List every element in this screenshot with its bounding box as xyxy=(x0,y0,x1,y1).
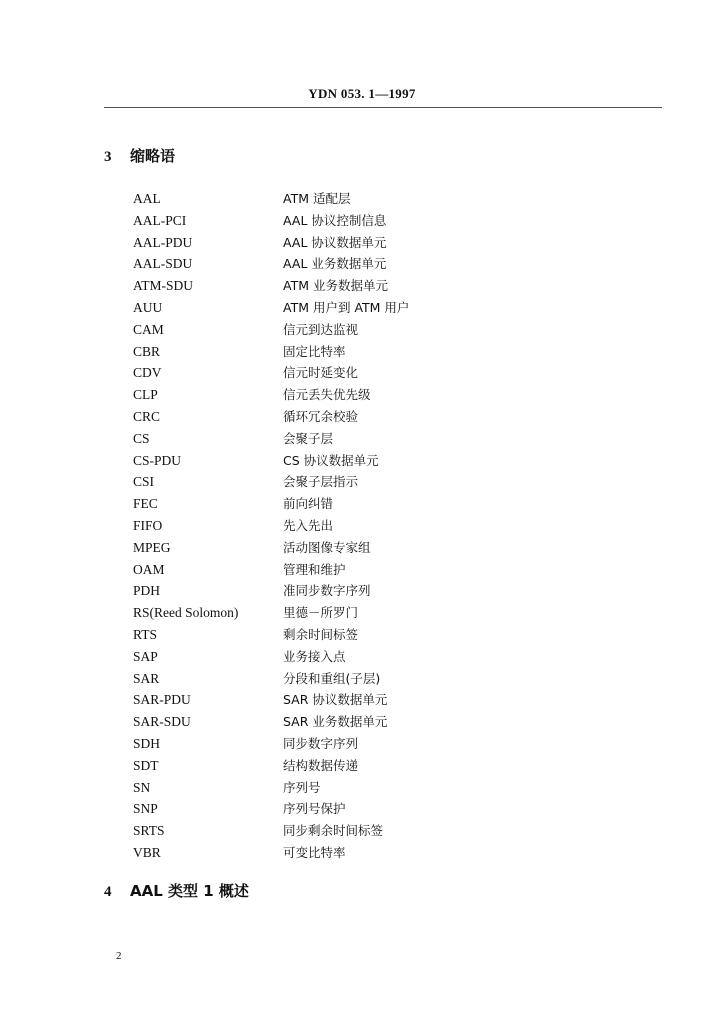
abbreviation-term: MPEG xyxy=(133,539,171,555)
abbreviation-definition: 剩余时间标签 xyxy=(283,626,359,642)
abbreviation-row xyxy=(133,755,409,777)
abbreviation-term: AAL xyxy=(133,191,161,206)
abbreviation-term: SDH xyxy=(133,735,161,751)
abbreviation-term: FIFO xyxy=(133,517,163,533)
abbreviation-term: CBR xyxy=(133,343,161,359)
abbreviation-definition: ATM 业务数据单元 xyxy=(283,278,388,294)
abbreviation-term: SAP xyxy=(133,648,158,664)
abbreviation-definition: AAL 协议控制信息 xyxy=(283,212,387,228)
abbreviation-row xyxy=(133,450,409,472)
section-4-heading xyxy=(104,880,249,901)
abbreviation-definition: 会聚子层 xyxy=(283,430,334,446)
abbreviation-term: SAR-PDU xyxy=(133,692,191,708)
abbreviation-term: VBR xyxy=(133,844,161,860)
abbreviation-row xyxy=(133,319,409,341)
abbreviation-term: FEC xyxy=(133,496,158,512)
abbreviation-definition: SAR 协议数据单元 xyxy=(283,692,388,708)
abbreviation-term: OAM xyxy=(133,561,165,577)
abbreviation-definition: 循环冗余校验 xyxy=(283,408,359,424)
abbreviation-term: ATM-SDU xyxy=(133,278,194,294)
abbreviation-term: RTS xyxy=(133,626,157,642)
abbreviation-definition: 分段和重组(子层) xyxy=(283,670,381,686)
abbreviation-definition: AAL 协议数据单元 xyxy=(283,234,387,250)
abbreviation-definition: 序列号保护 xyxy=(283,801,346,817)
abbreviation-definition: 同步数字序列 xyxy=(283,735,359,751)
header-divider xyxy=(104,107,662,108)
page-number: 2 xyxy=(116,950,122,962)
abbreviation-row xyxy=(133,297,409,319)
abbreviation-definition: 业务接入点 xyxy=(283,648,346,664)
abbreviation-definition: AAL 业务数据单元 xyxy=(283,256,387,272)
abbreviation-row xyxy=(133,188,409,210)
abbreviation-row xyxy=(133,842,409,864)
abbreviation-row xyxy=(133,384,409,406)
abbreviation-definition: 信元到达监视 xyxy=(283,321,359,337)
abbreviation-definition: 序列号 xyxy=(283,779,321,795)
document-code-header: YDN 053. 1—1997 xyxy=(308,86,416,101)
abbreviation-term: SAR-SDU xyxy=(133,714,191,730)
abbreviation-term: CS xyxy=(133,430,150,446)
abbreviation-row xyxy=(133,253,409,275)
abbreviation-row xyxy=(133,406,409,428)
abbreviation-term: SDT xyxy=(133,757,159,773)
abbreviation-row xyxy=(133,210,409,232)
abbreviation-term: CRC xyxy=(133,408,161,424)
abbreviation-row xyxy=(133,362,409,384)
abbreviation-row xyxy=(133,580,409,602)
abbreviation-term: RS(Reed Solomon) xyxy=(133,605,239,621)
abbreviation-term: SAR xyxy=(133,670,160,686)
abbreviation-row xyxy=(133,275,409,297)
section-3-number: 3 xyxy=(104,149,112,165)
section-3-title: 缩略语 xyxy=(130,147,176,165)
abbreviation-term: CSI xyxy=(133,474,155,490)
abbreviation-row xyxy=(133,428,409,450)
abbreviation-definition: 活动图像专家组 xyxy=(283,539,371,555)
abbreviation-row xyxy=(133,493,409,515)
abbreviation-row xyxy=(133,668,409,690)
abbreviation-term: CLP xyxy=(133,387,158,403)
section-4-number: 4 xyxy=(104,884,112,900)
abbreviation-row xyxy=(133,820,409,842)
abbreviation-definition: 管理和维护 xyxy=(283,561,346,577)
abbreviation-term: SNP xyxy=(133,801,158,817)
abbreviation-row xyxy=(133,646,409,668)
abbreviation-definition: 会聚子层指示 xyxy=(283,474,359,490)
abbreviation-row xyxy=(133,341,409,363)
abbreviation-term: SRTS xyxy=(133,823,165,839)
abbreviation-term: AAL-PCI xyxy=(133,212,187,228)
abbreviation-row xyxy=(133,777,409,799)
abbreviation-term: SN xyxy=(133,779,151,795)
abbreviation-definition: 可变比特率 xyxy=(283,844,346,860)
abbreviation-definition: 固定比特率 xyxy=(283,343,346,359)
abbreviation-row xyxy=(133,515,409,537)
abbreviation-row xyxy=(133,559,409,581)
abbreviation-row xyxy=(133,537,409,559)
abbreviation-row xyxy=(133,232,409,254)
abbreviation-row xyxy=(133,602,409,624)
abbreviation-row xyxy=(133,624,409,646)
abbreviation-definition: ATM 适配层 xyxy=(283,191,351,206)
abbreviation-term: CAM xyxy=(133,321,164,337)
abbreviation-row xyxy=(133,711,409,733)
abbreviation-term: CS-PDU xyxy=(133,452,182,468)
abbreviation-term: CDV xyxy=(133,365,162,381)
abbreviation-definition: 里德－所罗门 xyxy=(283,605,359,621)
abbreviation-row xyxy=(133,733,409,755)
section-4-title: AAL 类型 1 概述 xyxy=(130,882,249,900)
abbreviation-definition: 先入先出 xyxy=(283,517,334,533)
abbreviation-definition: ATM 用户到 ATM 用户 xyxy=(283,299,410,315)
section-3-heading xyxy=(104,145,175,166)
abbreviation-definition: 信元时延变化 xyxy=(283,365,359,381)
abbreviation-row xyxy=(133,798,409,820)
abbreviation-definition: SAR 业务数据单元 xyxy=(283,714,388,730)
abbreviation-term: PDH xyxy=(133,583,161,599)
abbreviation-definition: CS 协议数据单元 xyxy=(283,452,379,468)
abbreviation-row xyxy=(133,689,409,711)
abbreviation-definition: 前向纠错 xyxy=(283,496,334,512)
abbreviation-list xyxy=(133,188,409,864)
abbreviation-term: AUU xyxy=(133,299,163,315)
abbreviation-definition: 信元丢失优先级 xyxy=(283,387,371,403)
abbreviation-term: AAL-PDU xyxy=(133,234,193,250)
abbreviation-definition: 准同步数字序列 xyxy=(283,583,371,599)
abbreviation-row xyxy=(133,471,409,493)
abbreviation-definition: 同步剩余时间标签 xyxy=(283,823,384,839)
abbreviation-definition: 结构数据传递 xyxy=(283,757,359,773)
abbreviation-term: AAL-SDU xyxy=(133,256,193,272)
